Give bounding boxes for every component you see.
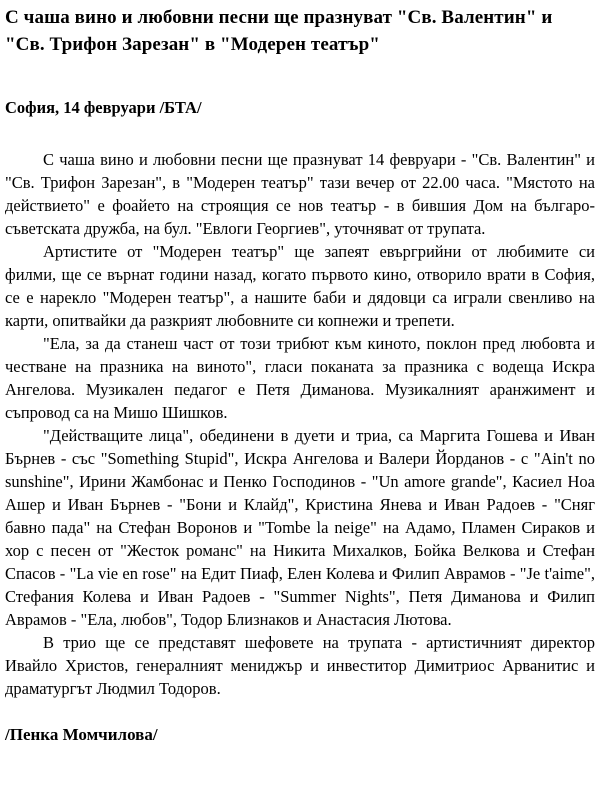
author-signature: /Пенка Момчилова/ (5, 725, 158, 744)
article-title: С чаша вино и любовни песни ще празнуват "Св. Валентин" и "Св. Трифон Зарезан" в "Модерен театър" (5, 7, 553, 55)
article-paragraph-1: С чаша вино и любовни песни ще празнуват 14 февруари - "Св. Валентин" и "Св. Трифон Зарезан", в "Модерен театър" тази вечер от 22.00 часа. "Мястото на действието" е фоайето на строящия се нов театър - в бившия Дом на българо-съветската дружба, на бул. "Евлоги Георгиев", уточняват от трупата. (5, 150, 595, 238)
article-paragraph-5: В трио ще се представят шефовете на трупата - артистичният директор Ивайло Христов, генералният мениджър и инвеститор Димитриос Арванитис и драматургът Людмил Тодоров. (5, 633, 595, 698)
article-body (5, 148, 595, 700)
article-paragraph-3: "Ела, за да станеш част от този трибют към киното, поклон пред любовта и честване на празника на виното", гласи поканата за празника с водеща Искра Ангелова. Музикален педагог е Петя Диманова. Музикалният аранжимент и съпровод са на Мишо Шишков. (5, 334, 595, 422)
article-paragraph-4: "Действащите лица", обединени в дуети и триа, са Маргита Гошева и Иван Бърнев - със "Something Stupid", Искра Ангелова и Валери Йорданов - с "Ain't no sunshine", Ирини Жамбонас и Пенко Господинов - "Un amore grande", Касиел Ноа Ашер и Иван Бърнев - "Бони и Клайд", Кристина Янева и Иван Радоев - "Сняг бавно пада" на Стефан Воронов и "Tombe la neige" на Адамо, Пламен Сираков и хор с песен от "Жесток романс" на Никита Михалков, Бойка Велкова и Стефан Спасов - "La vie en rose" на Едит Пиаф, Елен Колева и Филип Аврамов - "Je t'aime", Стефания Колева и Иван Радоев - "Summer Nights", Петя Диманова и Филип Аврамов - "Ела, любов", Тодор Близнаков и Анастасия Лютова. (5, 426, 595, 629)
article-paragraph-2: Артистите от "Модерен театър" ще запеят евъргрийни от любимите си филми, ще се върнат години назад, когато първото кино, отворило врати в София, се е нарекло "Модерен театър", а нашите баби и дядовци са играли свенливо на карти, опитвайки да разкрият любовните си копнежи и трепети. (5, 242, 595, 330)
dateline: София, 14 февруари /БТА/ (5, 98, 202, 117)
